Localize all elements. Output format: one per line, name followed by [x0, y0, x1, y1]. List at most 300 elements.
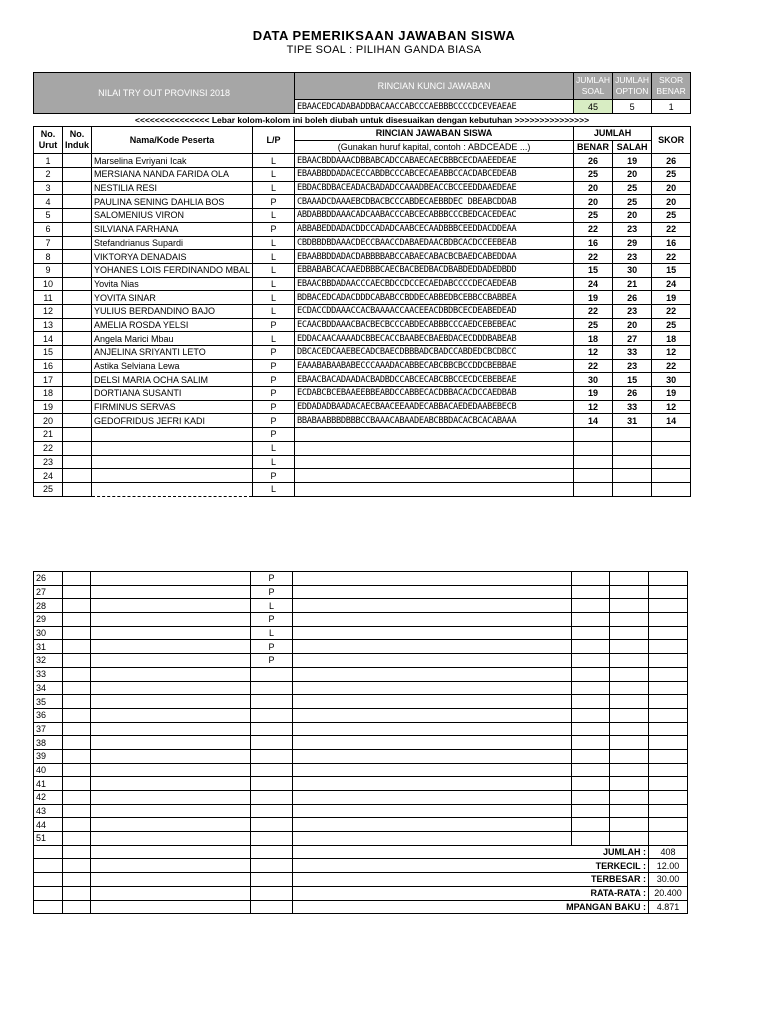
student-no-induk[interactable]: [63, 263, 92, 277]
student-lp[interactable]: P: [253, 346, 295, 360]
student-benar: 25: [574, 318, 613, 332]
student-no-induk[interactable]: [63, 654, 91, 668]
student-answers[interactable]: [295, 455, 574, 469]
student-name[interactable]: VIKTORYA DENADAIS: [92, 250, 253, 264]
student-benar: [572, 681, 610, 695]
student-lp[interactable]: [251, 736, 293, 750]
student-skor: 26: [652, 154, 691, 168]
student-lp[interactable]: [251, 791, 293, 805]
student-lp[interactable]: [251, 722, 293, 736]
student-no-induk[interactable]: [63, 469, 92, 483]
student-lp[interactable]: L: [253, 441, 295, 455]
student-answers[interactable]: [293, 599, 572, 613]
student-lp[interactable]: L: [251, 599, 293, 613]
student-lp[interactable]: L: [253, 277, 295, 291]
student-skor: 18: [652, 332, 691, 346]
student-lp[interactable]: [251, 804, 293, 818]
student-name[interactable]: PAULINA SENING DAHLIA BOS: [92, 195, 253, 209]
student-lp[interactable]: L: [253, 263, 295, 277]
student-salah: [610, 736, 649, 750]
continuation-table: [33, 571, 688, 914]
student-name[interactable]: [91, 722, 251, 736]
jumlah-soal-label: JUMLAH SOAL: [574, 73, 613, 100]
student-name[interactable]: [91, 749, 251, 763]
student-skor: 25: [652, 209, 691, 223]
student-salah: 15: [613, 373, 652, 387]
student-no-induk[interactable]: [63, 373, 92, 387]
student-name[interactable]: DELSI MARIA OCHA SALIM: [92, 373, 253, 387]
student-answers[interactable]: [295, 469, 574, 483]
student-lp[interactable]: P: [253, 414, 295, 428]
header-salah: SALAH: [613, 140, 652, 154]
student-no-urut: 42: [34, 791, 63, 805]
student-salah: 27: [613, 332, 652, 346]
student-no-urut: 34: [34, 681, 63, 695]
student-row: [34, 791, 688, 805]
student-name[interactable]: [91, 695, 251, 709]
student-lp[interactable]: L: [253, 304, 295, 318]
student-answers[interactable]: [293, 818, 572, 832]
student-answers[interactable]: CBAAADCDAAAEBCDBACBCCCABDECAEBBDEC DBEABCDDAB: [295, 195, 574, 209]
student-lp[interactable]: [251, 695, 293, 709]
student-lp[interactable]: [251, 777, 293, 791]
summary-blank: [34, 886, 63, 900]
student-lp[interactable]: L: [253, 209, 295, 223]
summary-blank: [91, 886, 251, 900]
student-benar: [572, 613, 610, 627]
student-no-urut: 33: [34, 667, 63, 681]
student-skor: [649, 667, 688, 681]
student-skor: [649, 585, 688, 599]
student-name[interactable]: NESTILIA RESI: [92, 181, 253, 195]
student-no-induk[interactable]: [63, 599, 91, 613]
student-name[interactable]: [92, 441, 253, 455]
student-name[interactable]: [91, 708, 251, 722]
student-answers[interactable]: EBAABBDDADACECCABDBCCCABCECAEABBCCACDABCEDEAB: [295, 168, 574, 182]
student-name[interactable]: [91, 654, 251, 668]
student-no-urut: 41: [34, 777, 63, 791]
student-benar: [572, 654, 610, 668]
student-answers[interactable]: [293, 626, 572, 640]
student-salah: [610, 708, 649, 722]
student-no-induk[interactable]: [63, 791, 91, 805]
summary-value: 408: [649, 845, 688, 859]
student-row: [34, 599, 688, 613]
student-lp[interactable]: P: [253, 222, 295, 236]
student-lp[interactable]: L: [253, 455, 295, 469]
student-benar: 22: [574, 250, 613, 264]
student-name[interactable]: [91, 763, 251, 777]
student-answers[interactable]: EAAABABAABABECCCAAADACABBECABCBBCBCCDDCBEBBAE: [295, 359, 574, 373]
student-answers[interactable]: BBABAABBBDBBBCCBAAACABAADEABCBBDACACBCACABAAA: [295, 414, 574, 428]
student-skor: [649, 818, 688, 832]
student-salah: [610, 804, 649, 818]
student-no-induk[interactable]: [63, 250, 92, 264]
student-answers[interactable]: ECAACBDDAAACBACBECBCCCABDECABBBCCCAEDCEBEBEAC: [295, 318, 574, 332]
summary-value: 20.400: [649, 886, 688, 900]
student-name[interactable]: [91, 832, 251, 846]
student-no-induk[interactable]: [63, 195, 92, 209]
student-row: [34, 667, 688, 681]
student-no-urut: 23: [34, 455, 63, 469]
student-answers[interactable]: EBAACBACADAADACBADBDCCABCECABCBBCCECDCEBEBEAE: [295, 373, 574, 387]
student-no-induk[interactable]: [63, 414, 92, 428]
skor-benar-value[interactable]: 1: [652, 100, 691, 114]
student-no-induk[interactable]: [63, 708, 91, 722]
student-row: [34, 640, 688, 654]
student-no-induk[interactable]: [63, 749, 91, 763]
student-name[interactable]: YOVITA SINAR: [92, 291, 253, 305]
student-lp[interactable]: L: [253, 154, 295, 168]
student-answers[interactable]: ABDABBDDAAACADCAABACCCABCECABBBCCCBEDCACEDEAC: [295, 209, 574, 223]
student-no-induk[interactable]: [63, 804, 91, 818]
student-lp[interactable]: [251, 667, 293, 681]
student-skor: [652, 455, 691, 469]
student-no-urut: 38: [34, 736, 63, 750]
student-answers[interactable]: [295, 428, 574, 442]
student-lp[interactable]: [251, 681, 293, 695]
student-name[interactable]: ANJELINA SRIYANTI LETO: [92, 346, 253, 360]
student-name[interactable]: Angela Marici Mbau: [92, 332, 253, 346]
student-benar: [572, 777, 610, 791]
student-answers[interactable]: EBDACBDBACEADACBADADCCAAADBEACCBCCEEDDAAEDEAE: [295, 181, 574, 195]
student-lp[interactable]: P: [253, 373, 295, 387]
summary-blank: [63, 845, 91, 859]
student-name[interactable]: [92, 455, 253, 469]
student-benar: 25: [574, 168, 613, 182]
student-lp[interactable]: L: [253, 291, 295, 305]
student-name[interactable]: [91, 667, 251, 681]
student-skor: [649, 832, 688, 846]
student-no-induk[interactable]: [63, 277, 92, 291]
student-salah: [613, 469, 652, 483]
student-benar: [572, 640, 610, 654]
student-lp[interactable]: P: [251, 654, 293, 668]
student-name[interactable]: [91, 791, 251, 805]
student-no-induk[interactable]: [63, 585, 91, 599]
student-name[interactable]: MERSIANA NANDA FARIDA OLA: [92, 168, 253, 182]
student-no-urut: 1: [34, 154, 63, 168]
student-name[interactable]: [91, 599, 251, 613]
student-name[interactable]: [91, 572, 251, 586]
student-lp[interactable]: P: [251, 585, 293, 599]
student-answers[interactable]: [295, 482, 574, 496]
student-no-urut: 32: [34, 654, 63, 668]
student-name[interactable]: [91, 681, 251, 695]
student-answers[interactable]: EDDACAACAAAADCBBECACCBAABECBAEBDACECDDDBABEAB: [295, 332, 574, 346]
student-name[interactable]: YOHANES LOIS FERDINANDO MBAL: [92, 263, 253, 277]
student-benar: [572, 818, 610, 832]
student-row: [34, 359, 691, 373]
student-lp[interactable]: [251, 763, 293, 777]
student-no-induk[interactable]: [63, 681, 91, 695]
student-lp[interactable]: L: [253, 168, 295, 182]
student-name[interactable]: SALOMENIUS VIRON: [92, 209, 253, 223]
student-row: [34, 263, 691, 277]
student-no-urut: 40: [34, 763, 63, 777]
student-skor: 25: [652, 168, 691, 182]
student-answers[interactable]: ECDABCBCEBAAEEBBEABDCCABBECACDBBACACDCCAEDBAB: [295, 387, 574, 401]
student-lp[interactable]: P: [253, 359, 295, 373]
student-no-induk[interactable]: [63, 832, 91, 846]
student-name[interactable]: [91, 626, 251, 640]
student-no-induk[interactable]: [63, 613, 91, 627]
student-salah: 23: [613, 359, 652, 373]
student-name[interactable]: [91, 613, 251, 627]
student-name[interactable]: [91, 640, 251, 654]
student-lp[interactable]: P: [253, 195, 295, 209]
student-no-urut: 27: [34, 585, 63, 599]
student-name[interactable]: [91, 585, 251, 599]
jumlah-option-value[interactable]: 5: [613, 100, 652, 114]
student-no-induk[interactable]: [63, 736, 91, 750]
student-no-induk[interactable]: [63, 640, 91, 654]
student-answers[interactable]: [293, 681, 572, 695]
student-lp[interactable]: P: [251, 572, 293, 586]
student-lp[interactable]: P: [251, 613, 293, 627]
student-no-induk[interactable]: [63, 441, 92, 455]
student-salah: [610, 832, 649, 846]
student-answers[interactable]: [293, 791, 572, 805]
student-skor: [649, 654, 688, 668]
student-salah: [610, 654, 649, 668]
student-no-induk[interactable]: [63, 818, 91, 832]
student-no-urut: 4: [34, 195, 63, 209]
header-nama: Nama/Kode Peserta: [92, 127, 253, 154]
student-lp[interactable]: P: [253, 318, 295, 332]
student-lp[interactable]: L: [251, 626, 293, 640]
student-lp[interactable]: [251, 832, 293, 846]
student-no-urut: 20: [34, 414, 63, 428]
student-name[interactable]: Stefandrianus Supardi: [92, 236, 253, 250]
student-answers[interactable]: ABBABEDDADACDDCCADADCAABCECAADBBBCEEDDACDDEAA: [295, 222, 574, 236]
summary-blank: [91, 859, 251, 873]
student-name[interactable]: YULIUS BERDANDINO BAJO: [92, 304, 253, 318]
student-benar: 30: [574, 373, 613, 387]
student-salah: [610, 572, 649, 586]
student-skor: [649, 763, 688, 777]
student-no-induk[interactable]: [63, 359, 92, 373]
student-benar: [572, 804, 610, 818]
student-answers[interactable]: [293, 763, 572, 777]
student-answers[interactable]: [293, 695, 572, 709]
student-salah: 30: [613, 263, 652, 277]
student-name[interactable]: [92, 469, 253, 483]
student-name[interactable]: [91, 777, 251, 791]
student-answers[interactable]: [293, 804, 572, 818]
student-lp[interactable]: P: [251, 640, 293, 654]
jumlah-option-label: JUMLAH OPTION: [613, 73, 652, 100]
student-no-induk[interactable]: [63, 722, 91, 736]
student-answers[interactable]: [293, 722, 572, 736]
student-skor: 20: [652, 195, 691, 209]
student-lp[interactable]: P: [253, 428, 295, 442]
student-name[interactable]: AMELIA ROSDA YELSI: [92, 318, 253, 332]
student-lp[interactable]: L: [253, 482, 295, 496]
student-salah: 25: [613, 181, 652, 195]
exam-name-cell: NILAI TRY OUT PROVINSI 2018: [34, 73, 295, 114]
student-row: [34, 428, 691, 442]
student-no-induk[interactable]: [63, 777, 91, 791]
student-no-urut: 19: [34, 400, 63, 414]
student-answers[interactable]: [293, 777, 572, 791]
student-answers[interactable]: [293, 654, 572, 668]
student-salah: [613, 441, 652, 455]
student-row: [34, 277, 691, 291]
student-benar: [572, 708, 610, 722]
student-benar: 19: [574, 387, 613, 401]
student-skor: [649, 722, 688, 736]
student-benar: 22: [574, 359, 613, 373]
student-answers[interactable]: [293, 667, 572, 681]
student-answers[interactable]: CBDBBDBDAAACDECCBAACCDABAEDAACBDBCACDCCEEBEAB: [295, 236, 574, 250]
student-name[interactable]: SILVIANA FARHANA: [92, 222, 253, 236]
student-lp[interactable]: L: [253, 181, 295, 195]
student-answers[interactable]: EBAACBDDAAACDBBABCADCCABAECAECBBBCECDAAEEDEAE: [295, 154, 574, 168]
student-salah: 23: [613, 222, 652, 236]
student-no-urut: 9: [34, 263, 63, 277]
student-lp[interactable]: [251, 708, 293, 722]
student-no-induk[interactable]: [63, 667, 91, 681]
student-answers[interactable]: EBBABABCACAAEDBBBCAECBACBEDBACDBABDEDDADEDBDD: [295, 263, 574, 277]
student-no-induk[interactable]: [63, 346, 92, 360]
student-answers[interactable]: EBAABBDDADACDABBBBABCCABAECABACBCBAEDCABEDDAA: [295, 250, 574, 264]
student-name[interactable]: [91, 804, 251, 818]
student-no-induk[interactable]: [63, 291, 92, 305]
summary-blank: [251, 873, 293, 887]
student-lp[interactable]: [251, 818, 293, 832]
student-answers[interactable]: [293, 640, 572, 654]
student-answers[interactable]: BDBACEDCADACDDDCABABCCBDDECABBEDBCEBBCCBABBEA: [295, 291, 574, 305]
student-answers[interactable]: [293, 832, 572, 846]
student-name[interactable]: [91, 736, 251, 750]
student-no-induk[interactable]: [63, 236, 92, 250]
student-no-urut: 29: [34, 613, 63, 627]
student-skor: 14: [652, 414, 691, 428]
student-skor: [652, 428, 691, 442]
student-benar: [572, 763, 610, 777]
student-lp[interactable]: L: [253, 236, 295, 250]
header-benar: BENAR: [574, 140, 613, 154]
student-salah: [610, 585, 649, 599]
header-rincian-sub: (Gunakan huruf kapital, contoh : ABDCEADE ...): [295, 140, 574, 154]
student-salah: 20: [613, 209, 652, 223]
student-salah: 26: [613, 387, 652, 401]
student-name[interactable]: Marselina Evriyani Icak: [92, 154, 253, 168]
student-lp[interactable]: P: [253, 469, 295, 483]
student-no-urut: 28: [34, 599, 63, 613]
student-no-urut: 36: [34, 708, 63, 722]
student-benar: [572, 749, 610, 763]
student-no-induk[interactable]: [63, 482, 92, 496]
student-skor: 19: [652, 387, 691, 401]
student-no-induk[interactable]: [63, 626, 91, 640]
header-lp: L/P: [253, 127, 295, 154]
student-row: [34, 154, 691, 168]
student-no-induk[interactable]: [63, 387, 92, 401]
student-no-induk[interactable]: [63, 763, 91, 777]
student-name[interactable]: DORTIANA SUSANTI: [92, 387, 253, 401]
student-skor: [649, 695, 688, 709]
student-no-induk[interactable]: [63, 222, 92, 236]
summary-blank: [251, 859, 293, 873]
student-lp[interactable]: L: [253, 332, 295, 346]
student-answers[interactable]: [293, 572, 572, 586]
student-answers[interactable]: [293, 708, 572, 722]
student-skor: [649, 640, 688, 654]
summary-blank: [34, 900, 63, 914]
student-answers[interactable]: ECDACCDDAAACCACBAAAACCAACEEACDBDBCECDEABEDEAD: [295, 304, 574, 318]
student-no-urut: 10: [34, 277, 63, 291]
answer-key-cell[interactable]: EBAACEDCADABADDBACAACCABCCCAEBBBCCCCDCEVEAEAE: [295, 100, 574, 114]
student-name[interactable]: Yovita Nias: [92, 277, 253, 291]
student-no-urut: 7: [34, 236, 63, 250]
student-answers[interactable]: EBAACBBDADAACCCAECBDCCDCCECAEDABCCCCDECAEDEAB: [295, 277, 574, 291]
student-name[interactable]: [92, 428, 253, 442]
student-answers[interactable]: [293, 736, 572, 750]
student-answers[interactable]: [293, 749, 572, 763]
student-no-urut: 6: [34, 222, 63, 236]
student-lp[interactable]: [251, 749, 293, 763]
jumlah-soal-value[interactable]: 45: [574, 100, 613, 114]
student-answers[interactable]: [293, 585, 572, 599]
student-name[interactable]: [92, 482, 253, 496]
student-salah: [613, 455, 652, 469]
rincian-kunci-label: RINCIAN KUNCI JAWABAN: [295, 73, 574, 100]
student-no-induk[interactable]: [63, 332, 92, 346]
student-no-induk[interactable]: [63, 304, 92, 318]
student-answers[interactable]: [293, 613, 572, 627]
student-no-induk[interactable]: [63, 400, 92, 414]
student-no-induk[interactable]: [63, 209, 92, 223]
student-no-urut: 39: [34, 749, 63, 763]
student-name[interactable]: Astika Selviana Lewa: [92, 359, 253, 373]
student-row: [34, 804, 688, 818]
student-row: [34, 585, 688, 599]
student-lp[interactable]: P: [253, 387, 295, 401]
summary-blank: [63, 886, 91, 900]
student-skor: [652, 482, 691, 496]
student-answers[interactable]: DBCACEDCAAEBECADCBAECDBBBADCBADCCABDEDCBCDBCC: [295, 346, 574, 360]
student-name[interactable]: [91, 818, 251, 832]
student-no-induk[interactable]: [63, 168, 92, 182]
student-skor: [649, 572, 688, 586]
summary-value: 30.00: [649, 873, 688, 887]
student-no-induk[interactable]: [63, 181, 92, 195]
student-no-induk[interactable]: [63, 572, 91, 586]
student-no-induk[interactable]: [63, 455, 92, 469]
student-lp[interactable]: L: [253, 250, 295, 264]
student-no-urut: 12: [34, 304, 63, 318]
student-skor: 12: [652, 346, 691, 360]
student-answers[interactable]: EDDADADBAADACAECBAACEEAADECABBACAEDEDAABEBECB: [295, 400, 574, 414]
student-name[interactable]: FIRMINUS SERVAS: [92, 400, 253, 414]
student-benar: [572, 585, 610, 599]
student-row: [34, 818, 688, 832]
student-no-induk[interactable]: [63, 318, 92, 332]
student-name[interactable]: GEDOFRIDUS JEFRI KADI: [92, 414, 253, 428]
student-answers[interactable]: [295, 441, 574, 455]
student-no-induk[interactable]: [63, 428, 92, 442]
student-salah: [610, 777, 649, 791]
student-no-induk[interactable]: [63, 695, 91, 709]
student-skor: 24: [652, 277, 691, 291]
student-no-induk[interactable]: [63, 154, 92, 168]
summary-blank: [91, 873, 251, 887]
student-lp[interactable]: P: [253, 400, 295, 414]
summary-blank: [251, 886, 293, 900]
student-skor: 30: [652, 373, 691, 387]
